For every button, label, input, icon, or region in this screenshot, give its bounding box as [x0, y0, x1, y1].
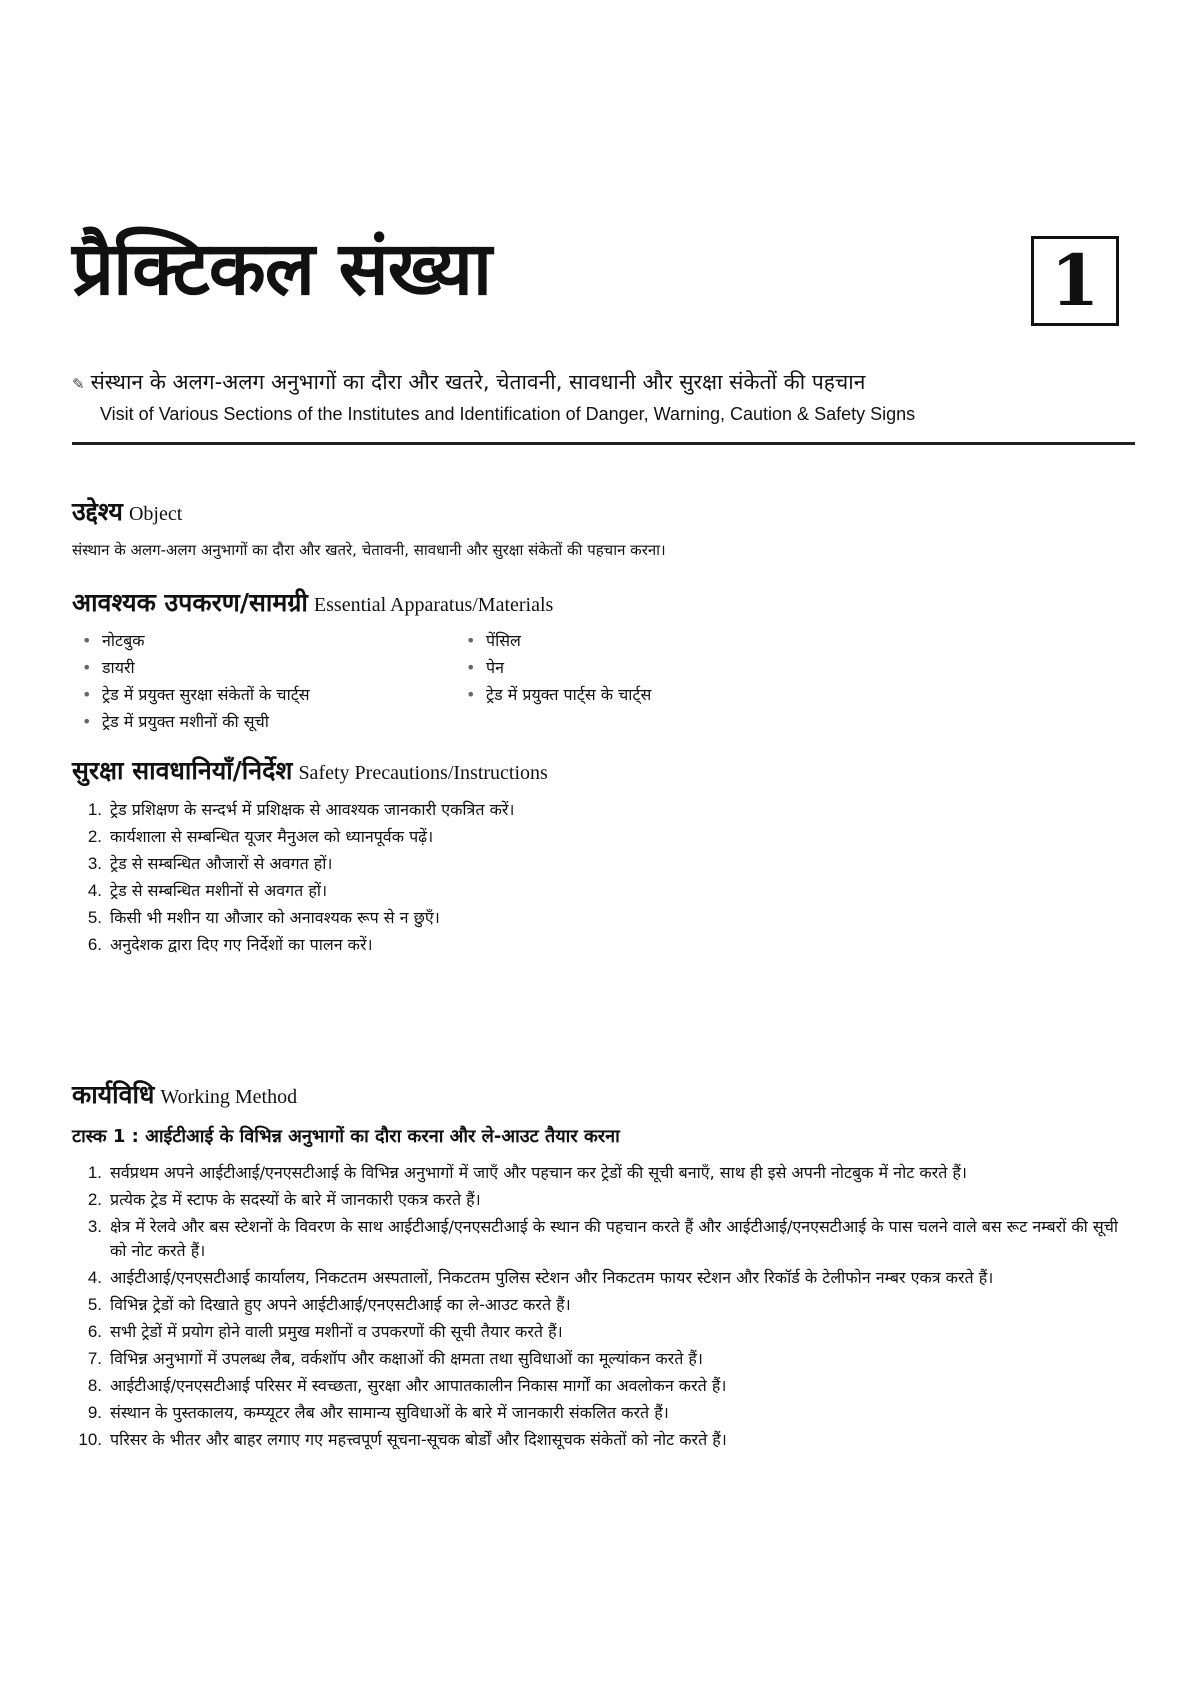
list-item [72, 1188, 1135, 1212]
bullet: • [82, 712, 92, 731]
item-text: विभिन्न ट्रेडों को दिखाते हुए अपने आईटीआई/एनएसटीआई का ले-आउट करते हैं। [110, 1295, 571, 1314]
item-text: सभी ट्रेडों में प्रयोग होने वाली प्रमुख मशीनों व उपकरणों की सूची तैयार करते हैं। [110, 1322, 563, 1341]
list-item [72, 798, 514, 822]
list-item [72, 825, 514, 849]
list-item-text: ट्रेड में प्रयुक्त पार्ट्स के चार्ट्स [486, 685, 652, 704]
safety-list [72, 798, 514, 960]
item-text: सर्वप्रथम अपने आईटीआई/एनएसटीआई के विभिन्न अनुभागों में जाएँ और पहचान कर ट्रेडों की सूची बनाएँ, साथ ही इसे अपनी नोटबुक में नोट करते हैं। [110, 1163, 967, 1182]
working-method-steps [72, 1161, 1135, 1455]
bullet: • [466, 658, 476, 677]
objective-heading [72, 497, 182, 527]
item-number: 2. [87, 827, 102, 846]
item-number: 3. [87, 1217, 102, 1236]
item-text: किसी भी मशीन या औजार को अनावश्यक रूप से न छुएँ। [110, 908, 440, 927]
item-number: 1. [87, 1163, 102, 1182]
item-text: परिसर के भीतर और बाहर लगाए गए महत्त्वपूर्ण सूचना-सूचक बोर्डों और दिशासूचक संकेतों को नोट करते हैं। [110, 1430, 727, 1449]
item-text: ट्रेड से सम्बन्धित मशीनों से अवगत हों। [110, 881, 328, 900]
list-item-text: नोटबुक [102, 631, 145, 650]
item-number: 4. [87, 881, 102, 900]
item-number: 2. [87, 1190, 102, 1209]
list-item [72, 1266, 1135, 1290]
item-number: 6. [87, 1322, 102, 1341]
item-text: संस्थान के पुस्तकालय, कम्प्यूटर लैब और सामान्य सुविधाओं के बारे में जानकारी संकलित करते हैं। [110, 1403, 669, 1422]
list-item [72, 933, 514, 957]
bullet: • [82, 658, 92, 677]
bullet: • [466, 631, 476, 650]
item-text: कार्यशाला से सम्बन्धित यूजर मैनुअल को ध्यानपूर्वक पढ़ें। [110, 827, 434, 846]
list-item-text: ट्रेड में प्रयुक्त सुरक्षा संकेतों के चार्ट्स [102, 685, 310, 704]
item-number: 10. [78, 1430, 102, 1449]
item-text: विभिन्न अनुभागों में उपलब्ध लैब, वर्कशॉप और कक्षाओं की क्षमता तथा सुविधाओं का मूल्यांकन करते हैं। [110, 1349, 703, 1368]
item-number: 5. [87, 1295, 102, 1314]
objective-text: संस्थान के अलग-अलग अनुभागों का दौरा और खतरे, चेतावनी, सावधानी और सुरक्षा संकेतों की पहचान करना। [72, 541, 666, 559]
item-number: 9. [87, 1403, 102, 1422]
list-item [72, 1401, 1135, 1425]
item-text: क्षेत्र में रेलवे और बस स्टेशनों के विवरण के साथ आईटीआई/एनएसटीआई के स्थान की पहचान करते हैं और आईटीआई/एनएसटीआई के पास चलने वाले बस रूट नम्बरों की सूची को नोट करते हैं। [110, 1217, 1119, 1260]
list-item [82, 681, 310, 708]
list-item [72, 879, 514, 903]
objective-heading-english: Object [128, 503, 183, 525]
bullet: • [82, 631, 92, 650]
item-text: आईटीआई/एनएसटीआई कार्यालय, निकटतम अस्पतालों, निकटतम पुलिस स्टेशन और निकटतम फायर स्टेशन और रिकॉर्ड के टेलीफोन नम्बर एकत्र करते हैं। [110, 1268, 994, 1287]
apparatus-heading-hindi: आवश्यक उपकरण/सामग्री [72, 588, 308, 617]
list-item [72, 906, 514, 930]
list-item [72, 1293, 1135, 1317]
list-item [82, 708, 310, 735]
subtitle-hindi: संस्थान के अलग-अलग अनुभागों का दौरा और खतरे, चेतावनी, सावधानी और सुरक्षा संकेतों की पहचान [90, 370, 866, 394]
safety-heading-hindi: सुरक्षा सावधानियाँ/निर्देश [72, 756, 293, 785]
bullet: • [82, 685, 92, 704]
safety-heading-english: Safety Precautions/Instructions [298, 762, 548, 784]
list-item [466, 627, 651, 654]
item-text: ट्रेड से सम्बन्धित औजारों से अवगत हों। [110, 854, 333, 873]
list-item [72, 1347, 1135, 1371]
list-item [72, 1320, 1135, 1344]
item-text: आईटीआई/एनएसटीआई परिसर में स्वच्छता, सुरक्षा और आपातकालीन निकास मार्गों का अवलोकन करते हैं। [110, 1376, 727, 1395]
item-number: 3. [87, 854, 102, 873]
list-item [72, 1215, 1135, 1263]
working-method-heading-english: Working Method [160, 1086, 298, 1108]
list-item [82, 654, 310, 681]
working-method-heading-hindi: कार्यविधि [72, 1080, 155, 1109]
apparatus-heading-english: Essential Apparatus/Materials [313, 594, 554, 616]
page-title: प्रैक्टिकल संख्या [72, 226, 492, 312]
item-text: प्रत्येक ट्रेड में स्टाफ के सदस्यों के बारे में जानकारी एकत्र करते हैं। [110, 1190, 481, 1209]
objective-heading-hindi: उद्देश्य [72, 497, 123, 526]
list-item [466, 654, 651, 681]
item-text: अनुदेशक द्वारा दिए गए निर्देशों का पालन करें। [110, 935, 373, 954]
apparatus-list-left [82, 627, 310, 735]
list-item-text: डायरी [102, 658, 135, 677]
header-divider [72, 442, 1135, 445]
item-number: 5. [87, 908, 102, 927]
list-item [72, 1374, 1135, 1398]
item-number: 1. [87, 800, 102, 819]
list-item [72, 1428, 1135, 1452]
task-heading: टास्क 1 : आईटीआई के विभिन्न अनुभागों का दौरा करना और ले-आउट तैयार करना [72, 1126, 620, 1147]
list-item-text: पेन [486, 658, 504, 677]
apparatus-heading [72, 588, 553, 618]
item-number: 4. [87, 1268, 102, 1287]
practical-number-box: 1 [1031, 236, 1119, 326]
subtitle-english: Visit of Various Sections of the Institutes and Identification of Danger, Warning, Caution & Safety Signs [100, 404, 916, 424]
subtitle-hindi-line [72, 368, 865, 396]
item-number: 6. [87, 935, 102, 954]
item-number: 8. [87, 1376, 102, 1395]
list-item-text: ट्रेड में प्रयुक्त मशीनों की सूची [102, 712, 269, 731]
safety-heading [72, 756, 548, 786]
list-item [72, 1161, 1135, 1185]
list-item [72, 852, 514, 876]
list-item [466, 681, 651, 708]
list-item-text: पेंसिल [486, 631, 521, 650]
apparatus-list-right [466, 627, 651, 708]
item-number: 7. [87, 1349, 102, 1368]
item-text: ट्रेड प्रशिक्षण के सन्दर्भ में प्रशिक्षक से आवश्यक जानकारी एकत्रित करें। [110, 800, 515, 819]
working-method-heading [72, 1080, 297, 1110]
bullet: • [466, 685, 476, 704]
pencil-icon: ✎ [72, 375, 85, 393]
list-item [82, 627, 310, 654]
